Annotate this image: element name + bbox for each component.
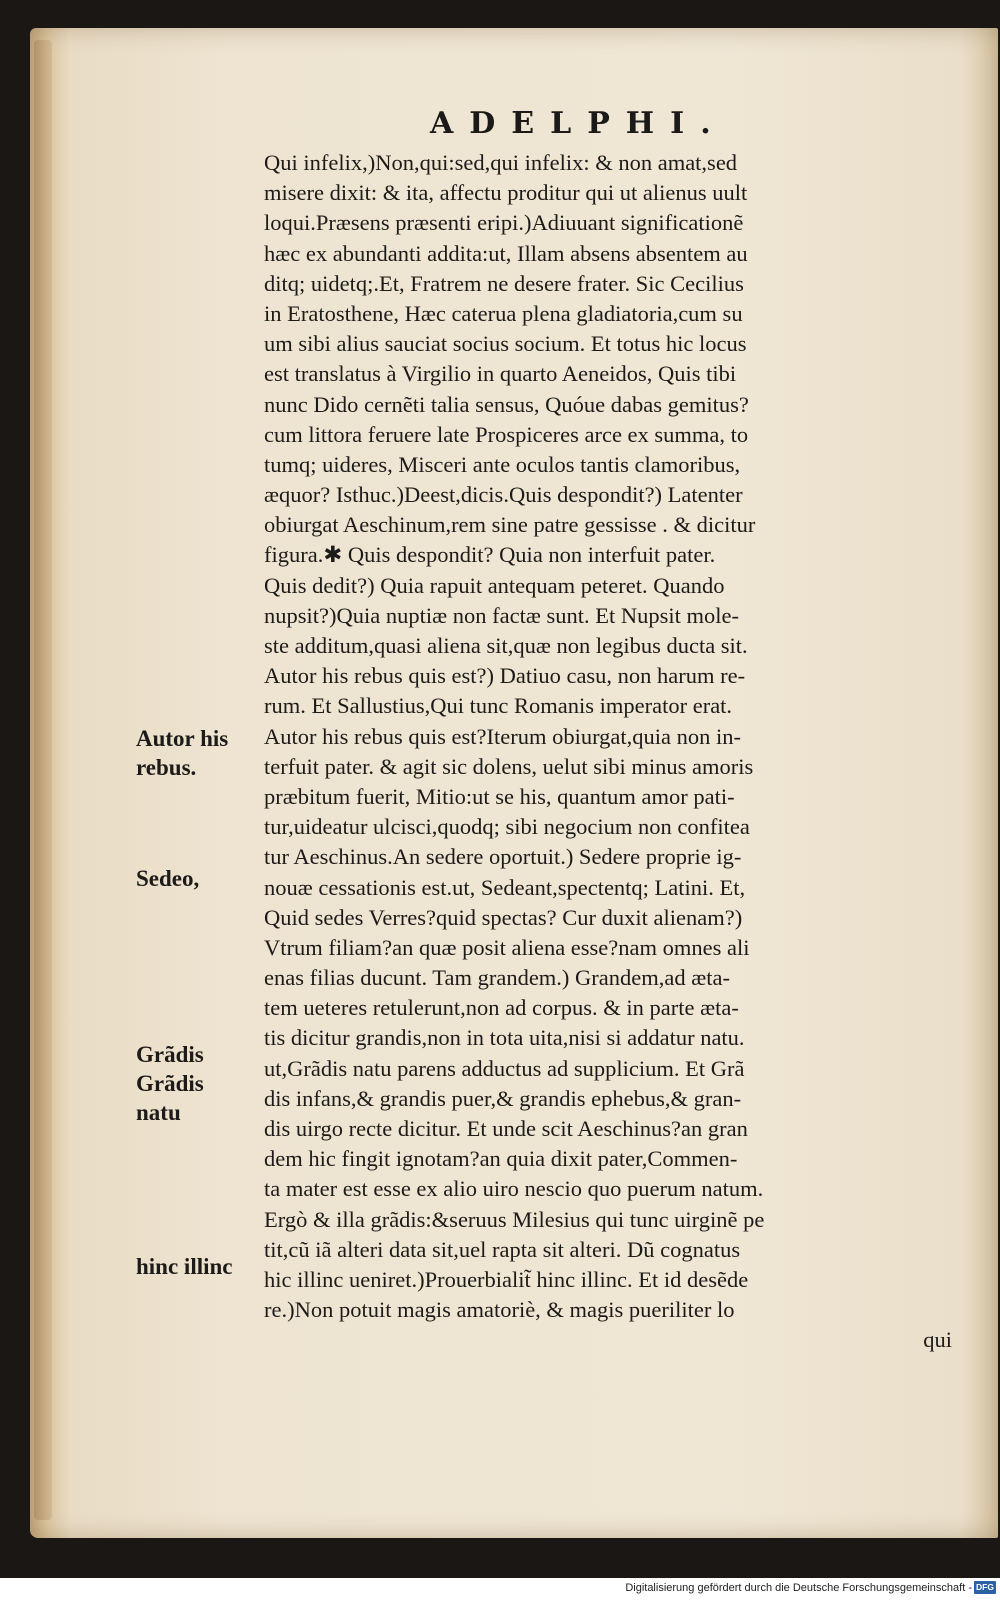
text-line: misere dixit: & ita, affectu proditur qui ut alienus uult (264, 180, 748, 206)
text-line: figura.✱ Quis despondit? Quia non interfuit pater. (264, 542, 716, 568)
text-line: re.)Non potuit magis amatoriè, & magis pueriliter lo (264, 1297, 735, 1323)
text-line: nouæ cessationis est.ut, Sedeant,spectentq; Latini. Et, (264, 874, 746, 900)
page-binding-edge (34, 40, 52, 1520)
text-line: ditq; uidetq;.Et, Fratrem ne desere frater. Sic Cecilius (264, 270, 744, 296)
text-line: hæc ex abundanti addita:ut, Illam absens absentem au (264, 240, 748, 266)
body-text (264, 148, 962, 1356)
text-line: loqui.Præsens præsenti eripi.)Adiuuant significationẽ (264, 210, 744, 236)
text-line: tur Aeschinus.An sedere oportuit.) Sedere proprie ig- (264, 844, 742, 870)
text-line: um sibi alius sauciat socius socium. Et totus hic locus (264, 331, 747, 357)
marginal-note-grandis: Grãdis Grãdis natu (136, 1042, 204, 1125)
text-line: ut,Grãdis natu parens adductus ad supplicium. Et Grã (264, 1055, 745, 1081)
text-line: tis dicitur grandis,non in tota uita,nisi si addatur natu. (264, 1025, 745, 1051)
text-line: dis infans,& grandis puer,& grandis ephebus,& gran- (264, 1085, 742, 1111)
text-line: terfuit pater. & agit sic dolens, uelut sibi minus amoris (264, 753, 754, 779)
text-line: nupsit?)Quia nuptiæ non factæ sunt. Et Nupsit mole- (264, 602, 739, 628)
text-line: tem ueteres retulerunt,non ad corpus. & in parte æta- (264, 995, 739, 1021)
dfg-logo-icon: DFG (974, 1581, 996, 1594)
marginal-note-autor: Autor his rebus. (136, 726, 229, 780)
marginal-note-hinc-illinc: hinc illinc (136, 1254, 233, 1279)
text-line: præbitum fuerit, Mitio:ut se his, quantum amor pati- (264, 783, 735, 809)
text-line: qui (923, 1327, 952, 1353)
marginal-note-sedeo: Sedeo, (136, 866, 200, 891)
text-line: tit,cũ iã alteri data sit,uel rapta sit alteri. Dũ cognatus (264, 1236, 741, 1262)
text-line: nunc Dido cernẽti talia sensus, Quóue dabas gemitus? (264, 391, 749, 417)
text-line: cum littora feruere late Prospiceres arce ex summa, to (264, 421, 749, 447)
text-line: Ergò & illa grãdis:&seruus Milesius qui tunc uirginẽ pe (264, 1206, 765, 1232)
text-line: Vtrum filiam?an quæ posit aliena esse?nam omnes ali (264, 934, 750, 960)
text-line: hic illinc ueniret.)Prouerbialit̃ hinc illinc. Et id desẽde (264, 1266, 749, 1292)
text-line: ste additum,quasi aliena sit,quæ non legibus ducta sit. (264, 633, 748, 658)
text-line: tur,uideatur ulcisci,quodq; sibi negocium non confitea (264, 814, 750, 840)
text-line: Qui infelix,)Non,qui:sed,qui infelix: & non amat,sed (264, 150, 738, 175)
text-line: Autor his rebus quis est?) Datiuo casu, non harum re- (264, 663, 746, 689)
text-line: tumq; uideres, Misceri ante oculos tantis clamoribus, (264, 451, 741, 477)
text-line: rum. Et Sallustius,Qui tunc Romanis imperator erat. (264, 693, 733, 719)
text-line: dis uirgo recte dicitur. Et unde scit Aeschinus?an gran (264, 1116, 748, 1141)
text-line: in Eratosthene, Hæc caterua plena gladiatoria,cum su (264, 300, 743, 326)
text-line: Autor his rebus quis est?Iterum obiurgat,quia non in- (264, 723, 742, 749)
text-line: ta mater est esse ex alio uiro nescio quo puerum natum. (264, 1176, 764, 1202)
running-title: ADELPHI. (430, 106, 727, 141)
text-line: obiurgat Aeschinum,rem sine patre gessisse . & dicitur (264, 512, 756, 538)
text-line: Quid sedes Verres?quid spectas? Cur duxit alienam?) (264, 904, 743, 930)
text-line: æquor? Isthuc.)Deest,dicis.Quis despondit?) Latenter (264, 482, 743, 508)
text-line: dem hic fingit ignotam?an quia dixit pater,Commen- (264, 1146, 738, 1172)
footer-credit: Digitalisierung gefördert durch die Deutsche Forschungsgemeinschaft - (625, 1582, 972, 1594)
text-line: est translatus à Virgilio in quarto Aeneidos, Quis tibi (264, 361, 737, 387)
text-line: Quis dedit?) Quia rapuit antequam peteret. Quando (264, 572, 725, 598)
text-line: enas filias ducunt. Tam grandem.) Grandem,ad æta- (264, 965, 730, 991)
